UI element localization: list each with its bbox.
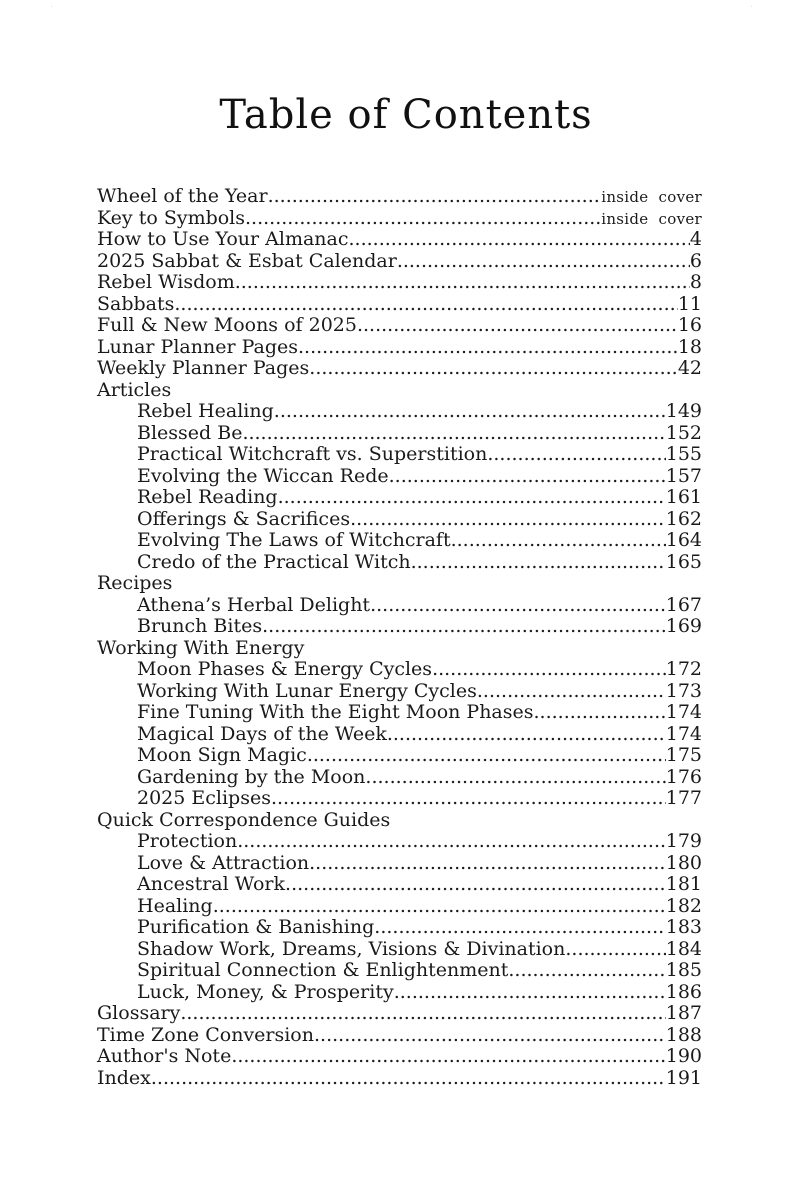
dot-leader: [278, 487, 666, 509]
toc-entry-page: 155: [665, 443, 702, 465]
toc-entry-page: 182: [665, 894, 702, 917]
toc-entry-label: Rebel Reading: [137, 486, 278, 508]
toc-entry-page: 157: [665, 464, 702, 487]
toc-entry-page: 149: [665, 400, 702, 422]
toc-entry-label: Author's Note: [97, 1045, 232, 1067]
toc-entry-page: 11: [677, 292, 702, 315]
toc-entry: [97, 251, 702, 273]
toc-entry: [97, 896, 702, 918]
scan-artifact: ·: [50, 2, 54, 13]
dot-leader: [262, 616, 666, 638]
toc-entry: [97, 1046, 702, 1068]
toc-entry: [97, 358, 702, 380]
table-of-contents: [97, 186, 702, 1089]
toc-entry-label: Glossary: [97, 1002, 181, 1024]
toc-entry-page: 165: [665, 550, 702, 573]
toc-entry-page: 183: [665, 916, 702, 938]
dot-leader: [432, 659, 666, 681]
toc-entry-label: Time Zone Conversion: [97, 1023, 314, 1046]
toc-entry-page: 180: [665, 851, 702, 874]
scan-artifact: ·: [750, 2, 754, 13]
dot-leader: [565, 939, 665, 961]
dot-leader: [307, 745, 666, 767]
toc-entry: [97, 466, 702, 488]
dot-leader: [231, 1046, 665, 1068]
toc-entry-label: 2025 Sabbat & Esbat Calendar: [97, 249, 397, 272]
toc-entry-label: Purification & Banishing: [137, 916, 375, 938]
toc-entry-page: 187: [665, 1002, 702, 1024]
toc-entry-page: 6: [689, 249, 702, 272]
toc-entry: [97, 444, 702, 466]
toc-entry: [97, 724, 702, 746]
toc-entry-label: Lunar Planner Pages: [97, 335, 298, 358]
toc-section-header: [97, 638, 702, 660]
toc-entry-label: Brunch Bites: [137, 615, 263, 637]
toc-entry: [97, 186, 702, 208]
toc-entry: [97, 401, 702, 423]
toc-entry-label: Credo of the Practical Witch: [137, 550, 411, 573]
toc-entry: [97, 831, 702, 853]
dot-leader: [237, 831, 666, 853]
toc-entry: [97, 745, 702, 767]
toc-entry: [97, 315, 702, 337]
dot-leader: [487, 444, 665, 466]
toc-entry-label: Evolving The Laws of Witchcraft: [137, 529, 451, 551]
toc-entry: [97, 767, 702, 789]
toc-entry-page: 179: [665, 830, 702, 852]
toc-entry-page: 42: [677, 357, 702, 379]
toc-entry: [97, 659, 702, 681]
toc-entry-label: Key to Symbols: [97, 206, 246, 229]
toc-entry-label: Evolving the Wiccan Rede: [137, 464, 389, 487]
dot-leader: [370, 595, 666, 617]
dot-leader: [298, 337, 678, 359]
toc-entry: [97, 530, 702, 552]
dot-leader: [274, 401, 666, 423]
toc-entry-label: Working With Lunar Energy Cycles: [137, 679, 477, 702]
dot-leader: [245, 208, 601, 230]
toc-section-header: [97, 573, 702, 595]
dot-leader: [271, 788, 666, 810]
toc-entry-label: Articles: [97, 378, 172, 401]
page-title: Table of Contents: [219, 92, 593, 138]
dot-leader: [350, 509, 666, 531]
toc-entry-page: 152: [665, 421, 702, 444]
dot-leader: [534, 702, 666, 724]
dot-leader: [387, 724, 666, 746]
toc-entry: [97, 1068, 702, 1090]
dot-leader: [309, 358, 678, 380]
toc-entry: [97, 853, 702, 875]
toc-entry-page: 4: [689, 228, 702, 250]
toc-entry-page: inside cover: [601, 188, 702, 206]
toc-entry: [97, 552, 702, 574]
dot-leader: [213, 896, 666, 918]
toc-entry-page: 175: [665, 744, 702, 766]
toc-entry-label: Ancestral Work: [137, 873, 286, 895]
toc-entry-page: 161: [665, 486, 702, 508]
toc-entry-page: 191: [665, 1066, 702, 1089]
dot-leader: [477, 681, 666, 703]
toc-entry-label: Quick Correspondence Guides: [97, 808, 391, 831]
dot-leader: [180, 1003, 665, 1025]
toc-section-header: [97, 810, 702, 832]
toc-entry: [97, 294, 702, 316]
toc-entry-label: Full & New Moons of 2025: [97, 314, 357, 336]
toc-entry-label: Weekly Planner Pages: [97, 357, 310, 379]
toc-entry-page: 173: [665, 679, 702, 702]
toc-entry-page: 181: [665, 873, 702, 895]
toc-entry-label: How to Use Your Almanac: [97, 228, 349, 250]
toc-entry-label: 2025 Eclipses: [137, 787, 271, 809]
dot-leader: [151, 1068, 666, 1090]
toc-entry: [97, 874, 702, 896]
toc-entry-label: Love & Attraction: [137, 851, 310, 874]
toc-entry-label: Athena’s Herbal Delight: [137, 593, 371, 616]
toc-entry-page: 188: [665, 1023, 702, 1046]
toc-entry-label: Spiritual Connection & Enlightenment: [137, 959, 509, 981]
toc-entry: [97, 595, 702, 617]
toc-entry-label: Recipes: [97, 572, 173, 594]
dot-leader: [389, 466, 666, 488]
toc-entry: [97, 1025, 702, 1047]
toc-entry: [97, 229, 702, 251]
toc-entry-page: 174: [665, 722, 702, 745]
dot-leader: [365, 767, 665, 789]
toc-entry: [97, 208, 702, 230]
dot-leader: [394, 982, 666, 1004]
toc-entry: [97, 702, 702, 724]
dot-leader: [285, 874, 666, 896]
toc-entry-page: 172: [665, 658, 702, 680]
toc-entry: [97, 337, 702, 359]
toc-entry-page: 16: [677, 314, 702, 336]
toc-section-header: [97, 380, 702, 402]
dot-leader: [397, 251, 690, 273]
dot-leader: [242, 423, 665, 445]
toc-entry: [97, 788, 702, 810]
toc-entry-page: 8: [689, 271, 702, 293]
toc-entry-label: Sabbats: [97, 292, 175, 315]
toc-entry-label: Wheel of the Year: [97, 185, 268, 207]
dot-leader: [314, 1025, 666, 1047]
dot-leader: [374, 917, 665, 939]
toc-entry-label: Rebel Healing: [137, 400, 274, 422]
toc-entry: [97, 487, 702, 509]
toc-entry: [97, 681, 702, 703]
toc-entry-label: Healing: [137, 894, 213, 917]
toc-entry: [97, 509, 702, 531]
toc-entry-label: Working With Energy: [97, 636, 305, 659]
toc-entry-page: inside cover: [601, 209, 702, 228]
toc-entry: [97, 616, 702, 638]
dot-leader: [235, 272, 690, 294]
dot-leader: [411, 552, 666, 574]
toc-entry: [97, 1003, 702, 1025]
toc-entry-page: 167: [665, 593, 702, 616]
toc-entry: [97, 960, 702, 982]
dot-leader: [357, 315, 678, 337]
toc-entry: [97, 982, 702, 1004]
toc-entry-page: 18: [677, 335, 702, 358]
toc-entry: [97, 917, 702, 939]
dot-leader: [349, 229, 690, 251]
dot-leader: [268, 186, 602, 208]
toc-entry: [97, 423, 702, 445]
toc-entry-page: 174: [665, 701, 702, 723]
toc-entry-page: 177: [665, 787, 702, 809]
toc-entry-label: Rebel Wisdom: [97, 271, 235, 293]
toc-entry-label: Moon Sign Magic: [137, 744, 307, 766]
toc-entry-label: Luck, Money, & Prosperity: [137, 980, 394, 1003]
toc-entry-page: 185: [665, 959, 702, 981]
toc-entry-page: 162: [665, 507, 702, 530]
toc-entry-page: 184: [665, 937, 702, 960]
toc-entry: [97, 939, 702, 961]
toc-entry-label: Practical Witchcraft vs. Superstition: [137, 443, 488, 465]
toc-entry-label: Magical Days of the Week: [137, 722, 387, 745]
toc-entry-page: 169: [665, 615, 702, 637]
toc-entry-page: 164: [665, 529, 702, 551]
dot-leader: [174, 294, 677, 316]
toc-entry-label: Moon Phases & Energy Cycles: [137, 658, 433, 680]
toc-entry-label: Index: [97, 1066, 151, 1089]
toc-entry-page: 186: [665, 980, 702, 1003]
toc-entry-label: Protection: [137, 830, 238, 852]
toc-entry-label: Gardening by the Moon: [137, 765, 366, 788]
toc-entry-page: 190: [665, 1045, 702, 1067]
toc-entry-label: Fine Tuning With the Eight Moon Phases: [137, 701, 534, 723]
toc-entry-label: Blessed Be: [137, 421, 243, 444]
toc-entry-label: Shadow Work, Dreams, Visions & Divination: [137, 937, 566, 960]
toc-entry-page: 176: [665, 765, 702, 788]
dot-leader: [309, 853, 666, 875]
toc-entry: [97, 272, 702, 294]
dot-leader: [451, 530, 666, 552]
dot-leader: [508, 960, 665, 982]
toc-entry-label: Offerings & Sacrifices: [137, 507, 351, 530]
